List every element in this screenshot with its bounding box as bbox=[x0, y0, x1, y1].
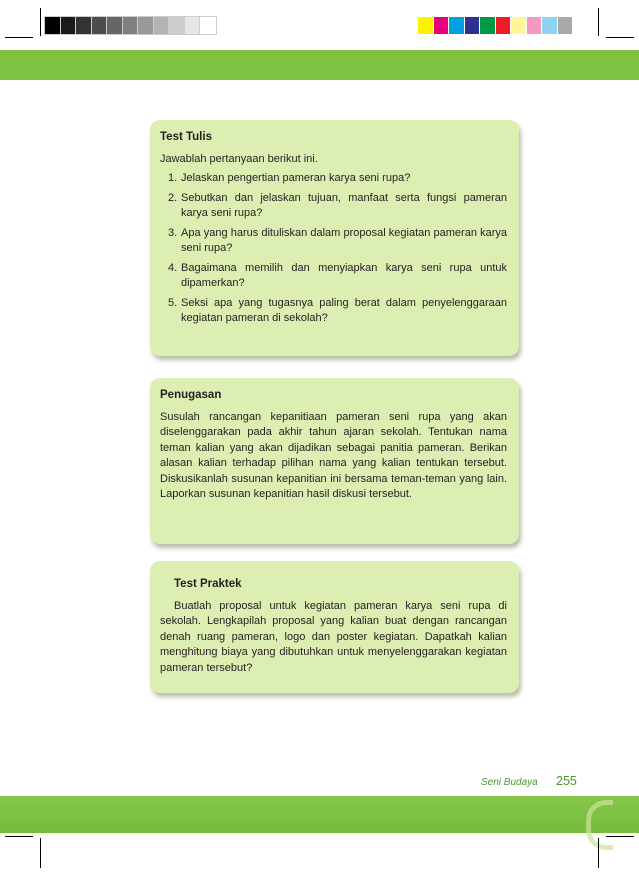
question-item: 5. Seksi apa yang tugasnya paling berat dalam penyelenggaraan kegiatan pameran di sekolah? bbox=[168, 296, 507, 324]
color-swatch bbox=[200, 17, 216, 34]
crop-mark bbox=[598, 8, 599, 36]
page-curl-decoration bbox=[586, 800, 613, 850]
test-praktek-box bbox=[150, 561, 519, 693]
question-item: 2. Sebutkan dan jelaskan tujuan, manfaat serta fungsi pameran karya seni rupa? bbox=[168, 191, 507, 219]
test-praktek-title: Test Praktek bbox=[174, 578, 242, 590]
bottom-green-band bbox=[0, 796, 639, 833]
color-swatch bbox=[169, 17, 185, 34]
color-swatch bbox=[123, 17, 139, 34]
crop-mark bbox=[40, 838, 41, 868]
question-item: 3. Apa yang harus dituliskan dalam proposal kegiatan pameran karya seni rupa? bbox=[168, 226, 507, 254]
color-swatch bbox=[527, 17, 543, 34]
color-swatch bbox=[154, 17, 170, 34]
question-item: 1. Jelaskan pengertian pameran karya seni rupa? bbox=[168, 172, 411, 184]
color-swatch bbox=[45, 17, 61, 34]
page-number: 255 bbox=[556, 774, 577, 788]
question-list bbox=[160, 171, 507, 327]
color-swatch bbox=[449, 17, 465, 34]
crop-mark bbox=[5, 37, 33, 38]
color-swatch bbox=[185, 17, 201, 34]
crop-mark bbox=[606, 836, 634, 837]
crop-mark bbox=[40, 8, 41, 36]
color-swatch bbox=[418, 17, 434, 34]
crop-mark bbox=[606, 37, 634, 38]
penugasan-body: Susulah rancangan kepanitiaan pameran seni rupa yang akan diselenggarakan pada akhir tahun ajaran sekolah. Tentukan nama teman kalian yang akan dijadikan sebagai panitia pameran. Berikan alasan kalian terhadap pilihan nama yang kalian tentukan tersebut. Diskusikanlah susunan kepanitian ini bersama teman-teman yang lain. Laporkan susunan kepanitian hasil diskusi tersebut. bbox=[160, 410, 507, 500]
top-green-band bbox=[0, 50, 639, 80]
color-swatch bbox=[92, 17, 108, 34]
penugasan-title: Penugasan bbox=[160, 389, 222, 401]
color-swatch bbox=[138, 17, 154, 34]
color-swatch bbox=[107, 17, 123, 34]
process-color-bar bbox=[418, 17, 573, 34]
color-swatch bbox=[511, 17, 527, 34]
color-swatch bbox=[76, 17, 92, 34]
color-swatch bbox=[465, 17, 481, 34]
color-swatch bbox=[496, 17, 512, 34]
color-swatch bbox=[558, 17, 574, 34]
footer-book-title: Seni Budaya bbox=[481, 777, 538, 788]
color-swatch bbox=[480, 17, 496, 34]
color-swatch bbox=[434, 17, 450, 34]
test-praktek-body: Buatlah proposal untuk kegiatan pameran karya seni rupa di sekolah. Lengkapilah proposal yang kalian buat dengan rancangan denah ruang pameran, logo dan poster kegiatan. Dapatkah kalian menghitung biaya yang dibutuhkan untuk menyelenggarakan kegiatan pameran tersebut? bbox=[160, 599, 507, 674]
test-tulis-title: Test Tulis bbox=[160, 131, 212, 143]
crop-mark bbox=[5, 836, 33, 837]
test-tulis-box bbox=[150, 120, 519, 356]
crop-mark bbox=[598, 838, 599, 868]
color-swatch bbox=[61, 17, 77, 34]
penugasan-box bbox=[150, 378, 519, 544]
question-item: 4. Bagaimana memilih dan menyiapkan karya seni rupa untuk dipamerkan? bbox=[168, 261, 507, 289]
test-tulis-intro: Jawablah pertanyaan berikut ini. bbox=[160, 152, 318, 165]
color-swatch bbox=[542, 17, 558, 34]
grayscale-color-bar bbox=[45, 17, 216, 34]
